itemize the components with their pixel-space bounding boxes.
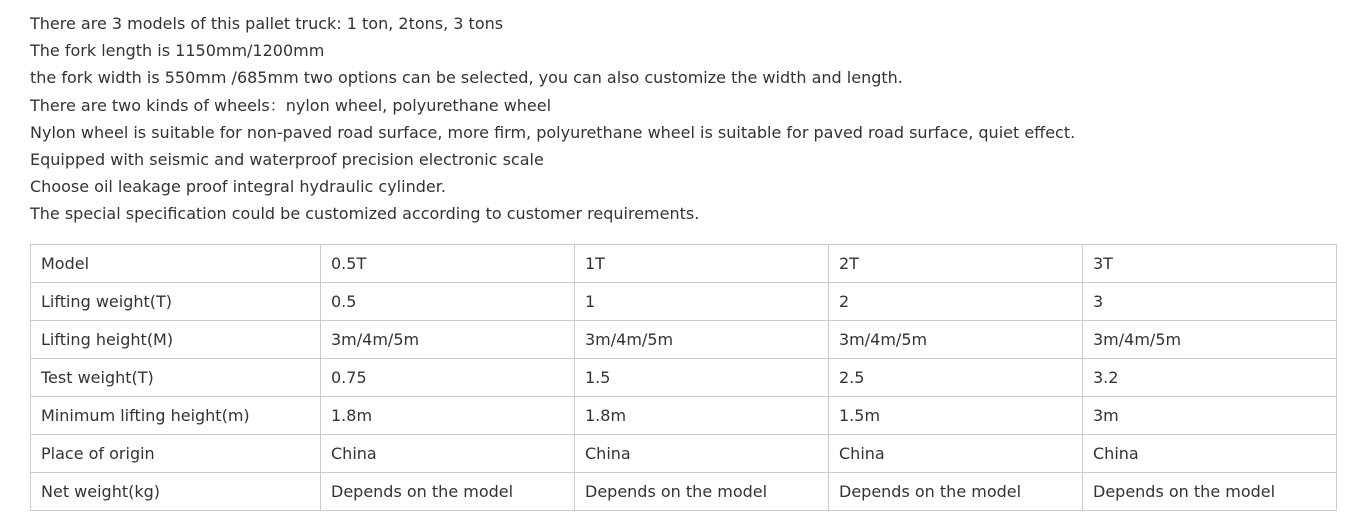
spec-value-cell: China [1083,435,1337,473]
description-line: The special specification could be customized according to customer requirements. [30,204,700,224]
spec-value-cell: 0.5 [321,283,575,321]
spec-label-cell: Minimum lifting height(m) [31,397,321,435]
table-row [31,435,1337,473]
description-line: Equipped with seismic and waterproof precision electronic scale [30,149,544,169]
table-row [31,359,1337,397]
spec-value-cell: 1.8m [321,397,575,435]
spec-value-cell: 3.2 [1083,359,1337,397]
spec-value-cell: 2T [829,245,1083,283]
description-line: The fork length is 1150mm/1200mm [30,41,325,61]
table-row [31,473,1337,511]
spec-value-cell: Depends on the model [829,473,1083,511]
spec-value-cell: 1T [575,245,829,283]
table-row [31,283,1337,321]
spec-value-cell: China [829,435,1083,473]
description-line: There are two kinds of wheels：nylon wheel, polyurethane wheel [30,95,552,115]
spec-label-cell: Net weight(kg) [31,473,321,511]
description-line: the fork width is 550mm /685mm two options can be selected, you can also customize the width and length. [30,68,903,88]
spec-value-cell: 1.5m [829,397,1083,435]
spec-value-cell: 0.5T [321,245,575,283]
spec-value-cell: 1.5 [575,359,829,397]
spec-value-cell: Depends on the model [1083,473,1337,511]
spec-value-cell: 3 [1083,283,1337,321]
spec-value-cell: 3m [1083,397,1337,435]
spec-label-cell: Place of origin [31,435,321,473]
spec-value-cell: 2 [829,283,1083,321]
specification-table [30,244,1337,511]
spec-value-cell: Depends on the model [321,473,575,511]
spec-label-cell: Lifting weight(T) [31,283,321,321]
description-line: Nylon wheel is suitable for non-paved road surface, more firm, polyurethane wheel is suitable for paved road surface, quiet effect. [30,122,1076,142]
spec-value-cell: 1 [575,283,829,321]
spec-label-cell: Model [31,245,321,283]
table-row [31,245,1337,283]
table-row [31,397,1337,435]
spec-value-cell: 3m/4m/5m [829,321,1083,359]
spec-value-cell: China [575,435,829,473]
spec-value-cell: Depends on the model [575,473,829,511]
spec-value-cell: 2.5 [829,359,1083,397]
spec-value-cell: 3m/4m/5m [1083,321,1337,359]
spec-value-cell: 3T [1083,245,1337,283]
spec-value-cell: 3m/4m/5m [575,321,829,359]
spec-label-cell: Lifting height(M) [31,321,321,359]
table-row [31,321,1337,359]
spec-label-cell: Test weight(T) [31,359,321,397]
spec-value-cell: 3m/4m/5m [321,321,575,359]
description-line: There are 3 models of this pallet truck: 1 ton, 2tons, 3 tons [30,14,504,33]
spec-value-cell: 0.75 [321,359,575,397]
description-line: Choose oil leakage proof integral hydraulic cylinder. [30,177,446,197]
spec-value-cell: China [321,435,575,473]
spec-value-cell: 1.8m [575,397,829,435]
product-description [30,10,1336,228]
